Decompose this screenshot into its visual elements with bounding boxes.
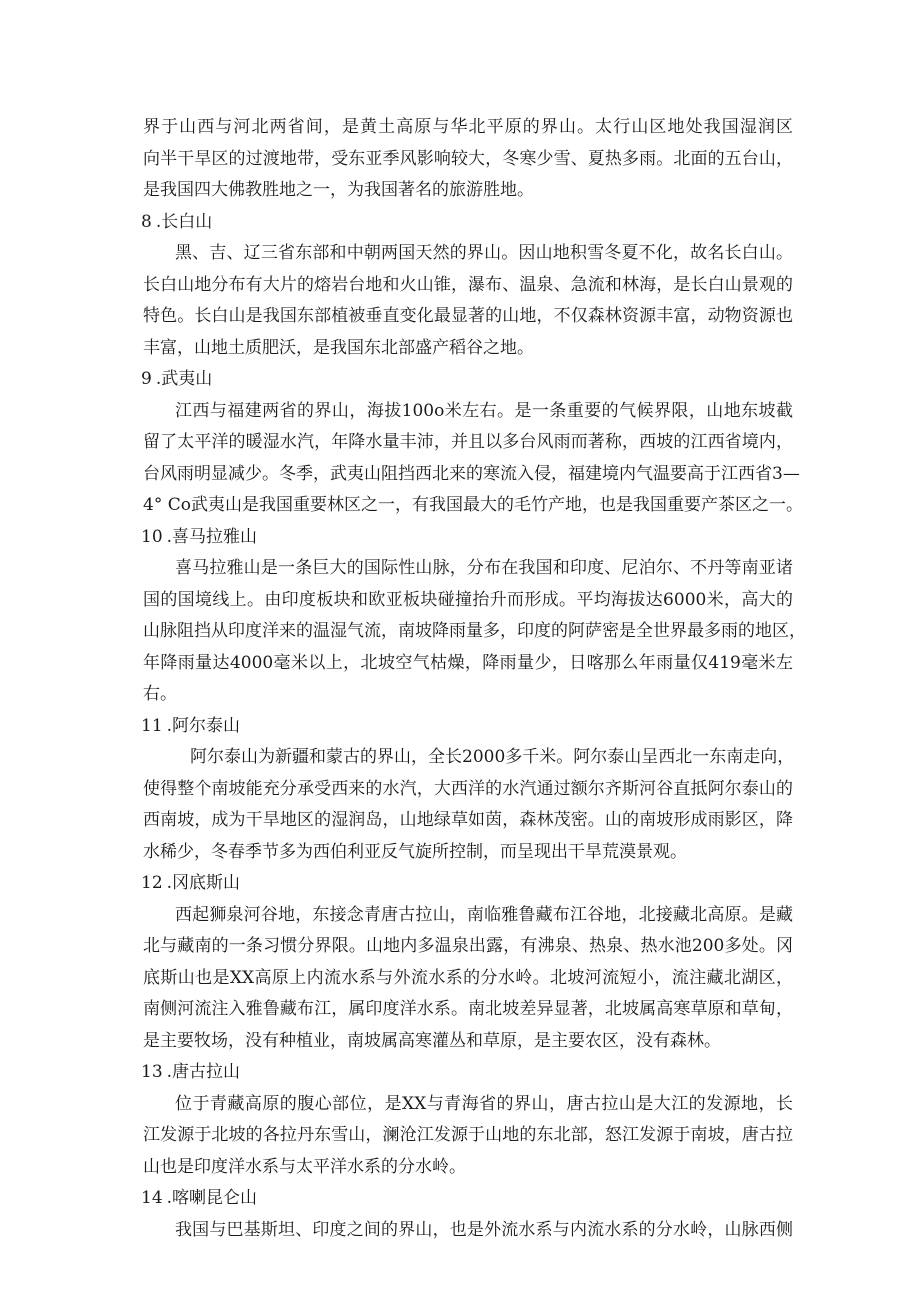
section-title: .冈底斯山 xyxy=(166,873,241,893)
text-line: 我国与巴基斯坦、印度之间的界山，也是外流水系与内流水系的分水岭，山脉西侧 xyxy=(175,1219,793,1240)
section-heading xyxy=(0,522,920,554)
section-paragraph xyxy=(0,553,920,711)
text-line: 丰富，山地土质肥沃，是我国东北部盛产稻谷之地。 xyxy=(143,337,534,358)
text-line: 特色。长白山是我国东部植被垂直变化最显著的山地，不仅森林资源丰富，动物资源也 xyxy=(143,306,793,326)
text-line: 水稀少，冬春季节多为西伯利亚反气旋所控制，而呈现出干旱荒漠景观。 xyxy=(143,841,687,862)
section-number: 9 xyxy=(141,369,152,389)
section-heading xyxy=(0,868,920,900)
text-line: 北与藏南的一条习惯分界限。山地内多温泉出露，有沸泉、热泉、热水池200多处。冈 xyxy=(143,936,793,956)
section-paragraph xyxy=(0,238,920,364)
text-line: 喜马拉雅山是一条巨大的国际性山脉，分布在我国和印度、尼泊尔、不丹等南亚诸 xyxy=(175,558,793,578)
section-number: 11 xyxy=(141,715,163,736)
section-paragraph xyxy=(0,396,920,522)
section-number: 8 xyxy=(141,211,152,232)
section-title: .长白山 xyxy=(155,211,213,232)
text-line: 底斯山也是XX高原上内流水系与外流水系的分水岭。北坡河流短小，流注藏北湖区， xyxy=(143,967,793,988)
text-line: 山也是印度洋水系与太平洋水系的分水岭。 xyxy=(143,1156,466,1177)
text-line: 位于青藏高原的腹心部位，是XX与青海省的界山，唐古拉山是大江的发源地，长 xyxy=(175,1093,793,1114)
text-line: 是我国四大佛教胜地之一，为我国著名的旅游胜地。 xyxy=(143,180,534,200)
text-line: 南侧河流注入雅鲁藏布江，属印度洋水系。南北坡差异显著，北坡属高寒草原和草甸， xyxy=(143,999,793,1019)
text-line: 西南坡，成为干旱地区的湿润岛，山地绿草如茵，森林茂密。山的南坡形成雨影区，降 xyxy=(143,810,793,830)
section-heading xyxy=(0,1057,920,1089)
text-line: 阿尔泰山为新疆和蒙古的界山，全长2000多千米。阿尔泰山呈西北一东南走向， xyxy=(190,747,795,767)
section-number: 14 xyxy=(141,1188,163,1208)
section-paragraph xyxy=(0,1089,920,1184)
text-line: 右。 xyxy=(143,684,177,704)
text-line: 长白山地分布有大片的熔岩台地和火山锥，瀑布、温泉、急流和林海，是长白山景观的 xyxy=(143,274,793,295)
section-heading xyxy=(0,364,920,396)
intro-paragraph xyxy=(0,112,920,207)
text-line: 西起狮泉河谷地，东接念青唐古拉山，南临雅鲁藏布江谷地，北接藏北高原。是藏 xyxy=(175,904,793,925)
text-line: 向半干旱区的过渡地带，受东亚季风影响较大，冬寒少雪、夏热多雨。北面的五台山， xyxy=(143,148,793,169)
section-number: 12 xyxy=(141,873,163,893)
text-line: 是主要牧场，没有种植业，南坡属高寒灌丛和草原，是主要农区，没有森林。 xyxy=(143,1030,721,1051)
document-page xyxy=(0,112,920,1246)
section-title: .武夷山 xyxy=(155,369,213,389)
section-number: 13 xyxy=(141,1062,163,1082)
section-heading xyxy=(0,207,920,239)
text-line: 留了太平洋的暖湿水汽，年降水量丰沛，并且以多台风雨而著称，西坡的江西省境内， xyxy=(143,432,793,452)
text-line: 使得整个南坡能充分承受西来的水汽，大西洋的水汽通过额尔齐斯河谷直抵阿尔泰山的 xyxy=(143,778,793,799)
text-line: 江发源于北坡的各拉丹东雪山，澜沧江发源于山地的东北部，怒江发源于南坡，唐古拉 xyxy=(143,1125,793,1145)
section-paragraph xyxy=(0,742,920,868)
section-number: 10 xyxy=(141,526,163,547)
section-title: .唐古拉山 xyxy=(166,1062,241,1082)
section-heading xyxy=(0,1183,920,1215)
text-line: 江西与福建两省的界山，海拔100o米左右。是一条重要的气候界限，山地东坡截 xyxy=(175,400,793,421)
text-line: 年降雨量达4000毫米以上，北坡空气枯燥，降雨量少，日喀那么年雨量仅419毫米左 xyxy=(143,652,793,673)
section-paragraph xyxy=(0,900,920,1058)
text-line: 4° Co武夷山是我国重要林区之一，有我国最大的毛竹产地，也是我国重要产茶区之一。 xyxy=(143,495,803,515)
section-title: .喜马拉雅山 xyxy=(166,526,258,547)
text-line: 台风雨明显减少。冬季，武夷山阻挡西北来的寒流入侵，福建境内气温要高于江西省3— xyxy=(143,463,800,484)
section-title: .阿尔泰山 xyxy=(166,715,241,736)
text-line: 山脉阻挡从印度洋来的温湿气流，南坡降雨量多，印度的阿萨密是全世界最多雨的地区， xyxy=(143,621,806,641)
text-line: 黑、吉、辽三省东部和中朝两国天然的界山。因山地积雪冬夏不化，故名长白山。 xyxy=(175,243,793,263)
section-paragraph xyxy=(0,1215,920,1247)
text-line: 界于山西与河北两省间，是黄土高原与华北平原的界山。太行山区地处我国湿润区 xyxy=(143,117,793,137)
text-line: 国的国境线上。由印度板块和欧亚板块碰撞抬升而形成。平均海拔达6000米，高大的 xyxy=(143,589,793,610)
section-heading xyxy=(0,711,920,743)
section-title: .喀喇昆仑山 xyxy=(166,1188,258,1208)
